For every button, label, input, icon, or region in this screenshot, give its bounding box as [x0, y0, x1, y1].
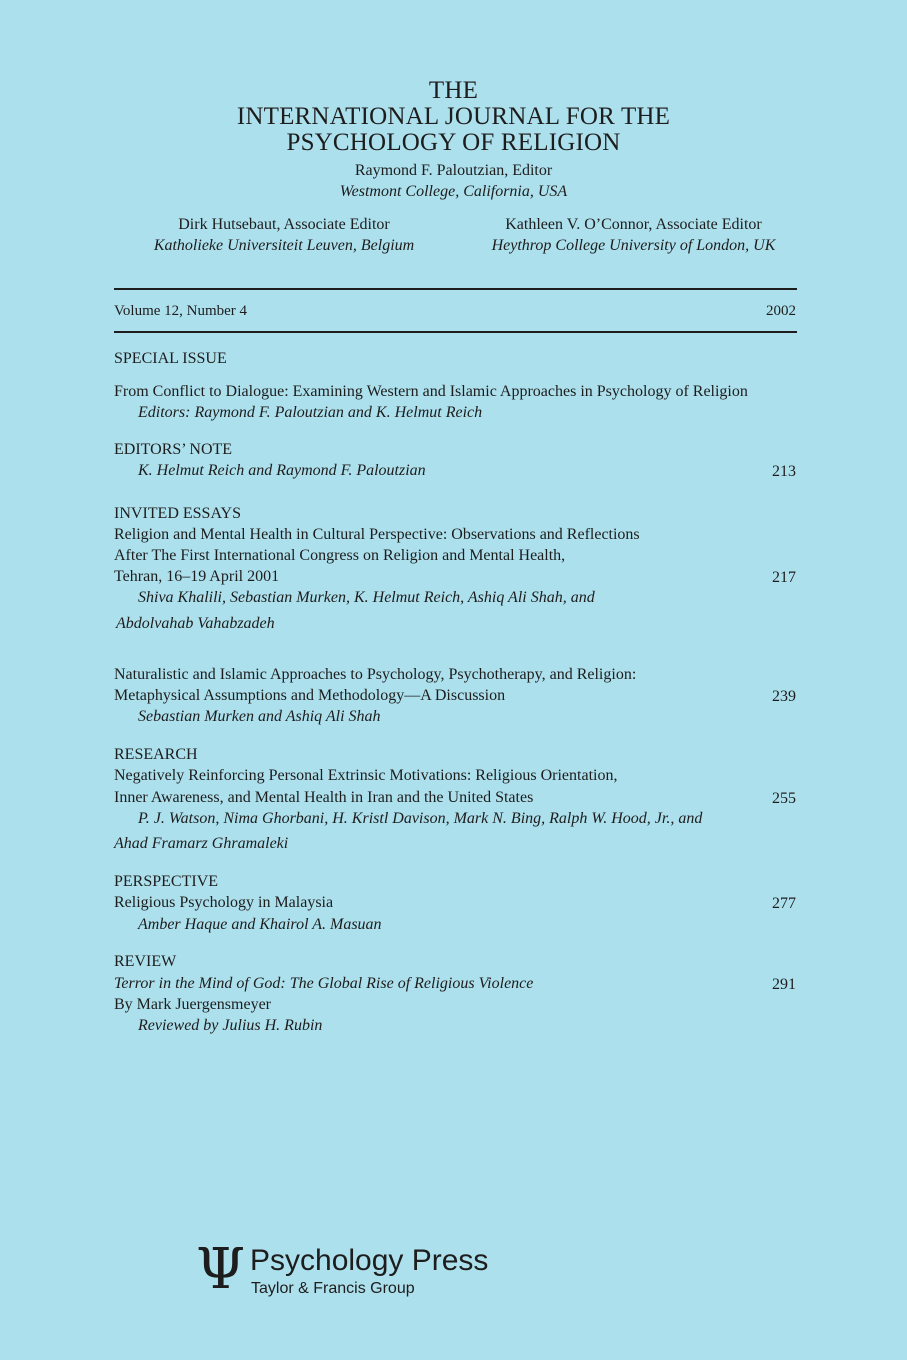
associate-affiliation-left: Katholieke Universiteit Leuven, Belgium	[153, 237, 415, 254]
review-book-author: By Mark Juergensmeyer	[114, 996, 271, 1013]
editors-note-heading: EDITORS’ NOTE	[114, 441, 233, 458]
perspective-heading: PERSPECTIVE	[114, 873, 219, 890]
review-page: 291	[772, 976, 796, 993]
essay1-authors-line-2: Abdolvahab Vahabzadeh	[116, 615, 275, 632]
journal-title-line-1: THE	[428, 77, 479, 104]
publisher-group: Taylor & Francis Group	[251, 1280, 415, 1297]
editor-affiliation: Westmont College, California, USA	[339, 183, 568, 200]
essay1-title-line-3: Tehran, 16–19 April 2001	[114, 568, 280, 585]
perspective-page: 277	[772, 895, 796, 912]
essay1-title-line-2: After The First International Congress on Religion and Mental Health,	[114, 547, 566, 564]
review-book-title: Terror in the Mind of God: The Global Rise of Religious Violence	[114, 975, 534, 992]
perspective-title: Religious Psychology in Malaysia	[114, 894, 334, 911]
publisher-name: Psychology Press	[250, 1244, 489, 1277]
journal-title-line-3: PSYCHOLOGY OF RELIGION	[286, 129, 621, 156]
volume-number: Volume 12, Number 4	[114, 303, 248, 319]
associate-editor-right: Kathleen V. O’Connor, Associate Editor	[505, 216, 762, 233]
top-rule	[114, 288, 797, 290]
research-page: 255	[772, 790, 796, 807]
associate-editor-left: Dirk Hutsebaut, Associate Editor	[178, 216, 390, 233]
bottom-rule	[114, 331, 797, 333]
essay2-title-line-1: Naturalistic and Islamic Approaches to Psychology, Psychotherapy, and Religion:	[114, 666, 637, 683]
essay2-authors: Sebastian Murken and Ashiq Ali Shah	[138, 708, 381, 725]
essay1-title-line-1: Religion and Mental Health in Cultural Perspective: Observations and Reflections	[114, 526, 640, 543]
associate-affiliation-right: Heythrop College University of London, UK	[491, 237, 776, 254]
research-heading: RESEARCH	[114, 746, 198, 763]
essay2-page: 239	[772, 688, 796, 705]
essay1-authors-line-1: Shiva Khalili, Sebastian Murken, K. Helmut Reich, Ashiq Ali Shah, and	[138, 589, 595, 606]
research-title-line-1: Negatively Reinforcing Personal Extrinsic Motivations: Religious Orientation,	[114, 767, 618, 784]
issue-year: 2002	[766, 303, 796, 319]
editors-note-page: 213	[772, 463, 796, 480]
perspective-authors: Amber Haque and Khairol A. Masuan	[138, 916, 382, 933]
essay1-page: 217	[772, 569, 796, 586]
reviewer: Reviewed by Julius H. Rubin	[138, 1017, 323, 1034]
journal-title-line-2: INTERNATIONAL JOURNAL FOR THE	[236, 103, 671, 130]
special-issue-heading: SPECIAL ISSUE	[114, 350, 227, 367]
research-authors-line-1: P. J. Watson, Nima Ghorbani, H. Kristl Davison, Mark N. Bing, Ralph W. Hood, Jr., and	[138, 810, 703, 827]
special-issue-editors: Editors: Raymond F. Paloutzian and K. Helmut Reich	[138, 404, 483, 421]
essay2-title-line-2: Metaphysical Assumptions and Methodology—A Discussion	[114, 687, 506, 704]
psychology-press-psi-icon: Ψ	[196, 1237, 246, 1302]
review-heading: REVIEW	[114, 953, 177, 970]
invited-essays-heading: INVITED ESSAYS	[114, 505, 241, 522]
research-title-line-2: Inner Awareness, and Mental Health in Iran and the United States	[114, 789, 534, 806]
research-authors-line-2: Ahad Framarz Ghramaleki	[114, 835, 289, 852]
editors-note-authors: K. Helmut Reich and Raymond F. Paloutzian	[138, 462, 426, 479]
special-issue-title: From Conflict to Dialogue: Examining Western and Islamic Approaches in Psychology of Religion	[114, 383, 748, 400]
editor-name: Raymond F. Paloutzian, Editor	[354, 162, 553, 179]
